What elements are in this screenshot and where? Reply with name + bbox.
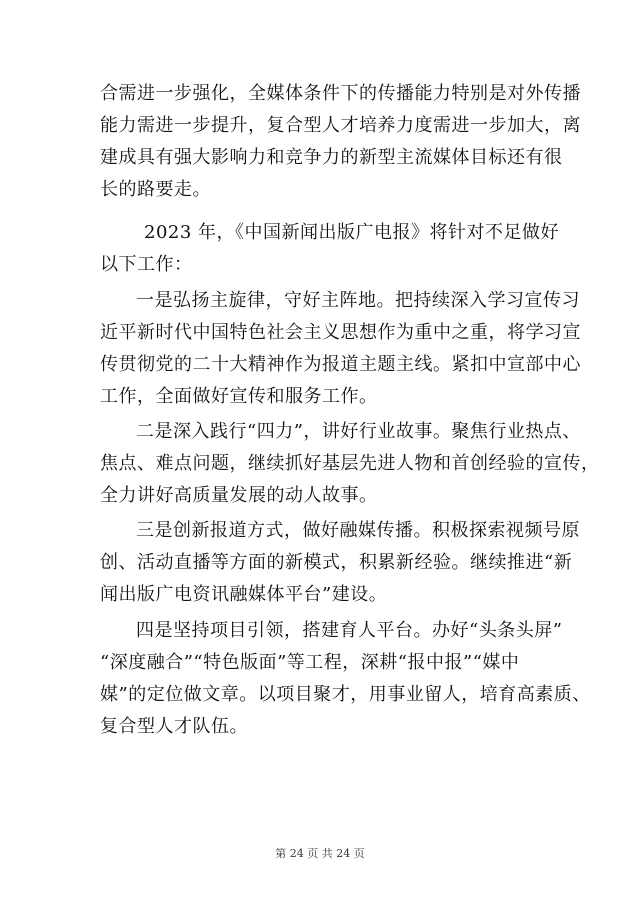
page-number-label: 第 24 页 共 24 页 xyxy=(275,847,365,860)
text-line: 能力需进一步提升，复合型人才培养力度需进一步加大，离 xyxy=(100,115,581,136)
text-line: 媒”的定位做文章。以项目聚才，用事业留人，培育高素质、 xyxy=(100,684,591,705)
text-line: 一是弘扬主旋律，守好主阵地。把持续深入学习宣传习 xyxy=(136,290,580,311)
text-line: 2023 年，《中国新闻出版广电报》将针对不足做好 xyxy=(144,222,560,243)
text-line: 二是深入践行“四力”，讲好行业故事。聚焦行业热点、 xyxy=(136,421,581,442)
text-line: 闻出版广电资讯融媒体平台”建设。 xyxy=(100,584,388,605)
paragraph-point-four xyxy=(100,615,591,743)
text-line: 长的路要走。 xyxy=(100,179,211,200)
text-line: 建成具有强大影响力和竞争力的新型主流媒体目标还有很 xyxy=(100,147,563,168)
text-line: 全力讲好高质量发展的动人故事。 xyxy=(100,485,378,506)
text-line: 复合型人才队伍。 xyxy=(100,716,248,737)
text-line: 近平新时代中国特色社会主义思想作为重中之重，将学习宣 xyxy=(100,322,581,343)
paragraph-2023-plan xyxy=(100,217,560,281)
paragraph-point-two xyxy=(100,416,600,512)
text-line: 创、活动直播等方面的新模式，积累新经验。继续推进“新 xyxy=(100,552,573,573)
text-line: 三是创新报道方式，做好融媒传播。积极探索视频号原 xyxy=(136,520,580,541)
text-line: “深度融合”“特色版面”等工程，深耕“报中报”“媒中 xyxy=(100,652,520,673)
text-line: 以下工作： xyxy=(100,254,193,275)
text-line: 工作，全面做好宣传和服务工作。 xyxy=(100,386,378,407)
text-line: 四是坚持项目引领，搭建育人平台。办好“头条头屏” xyxy=(136,620,563,641)
text-line: 传贯彻党的二十大精神作为报道主题主线。紧扣中宣部中心 xyxy=(100,354,581,375)
page-footer xyxy=(0,845,640,861)
paragraph-point-one xyxy=(100,285,581,413)
text-line: 焦点、难点问题，继续抓好基层先进人物和首创经验的宣传， xyxy=(100,453,600,474)
text-line: 合需进一步强化，全媒体条件下的传播能力特别是对外传播 xyxy=(100,83,581,104)
paragraph-intro xyxy=(100,78,581,206)
paragraph-point-three xyxy=(100,515,580,611)
